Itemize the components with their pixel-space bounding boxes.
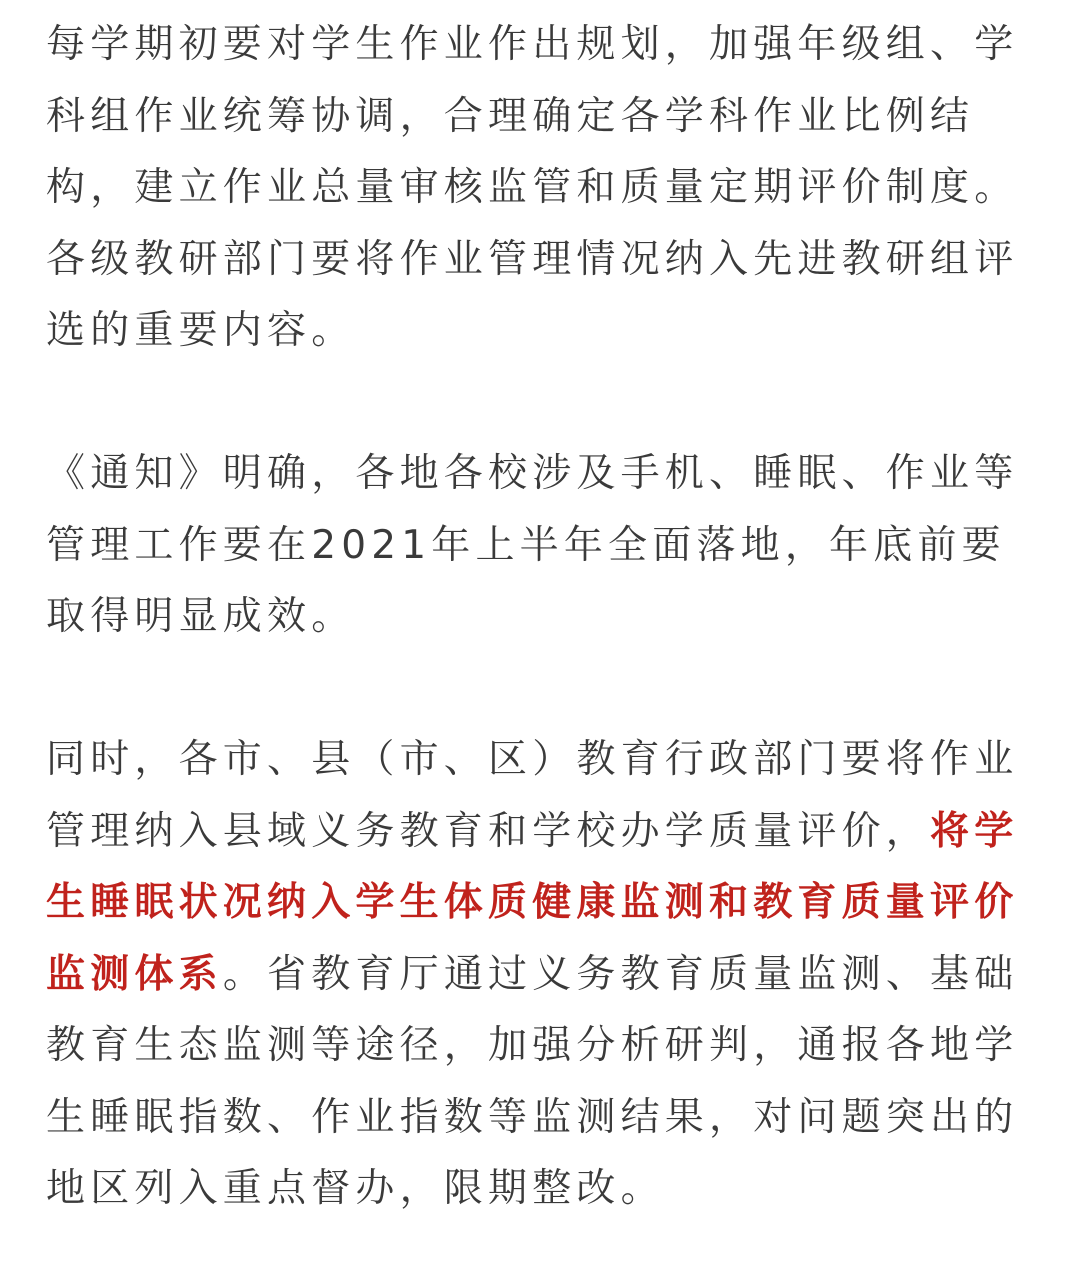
paragraph-text-before: 同时，各市、县（市、区）教育行政部门要将作业管理纳入县域义务教育和学校办学质量评价， <box>46 737 1019 854</box>
paragraph-homework-planning: 每学期初要对学生作业作出规划，加强年级组、学科组作业统筹协调，合理确定各学科作业比例结构，建立作业总量审核监管和质量定期评价制度。各级教研部门要将作业管理情况纳入先进教研组评选的重要内容。 <box>46 22 1019 353</box>
paragraph-notice-deadline: 《通知》明确，各地各校涉及手机、睡眠、作业等管理工作要在2021年上半年全面落地，年底前要取得明显成效。 <box>46 451 1019 639</box>
highlighted-sleep-monitoring-text: 将学生睡眠状况纳入学生体质健康监测和教育质量评价监测体系 <box>46 808 1019 997</box>
paragraph-evaluation-system <box>46 724 1026 1225</box>
article-body <box>46 9 1026 1225</box>
paragraph-text-after: 。省教育厅通过义务教育质量监测、基础教育生态监测等途径，加强分析研判，通报各地学生睡眠指数、作业指数等监测结果，对问题突出的地区列入重点督办，限期整改。 <box>46 951 1019 1211</box>
